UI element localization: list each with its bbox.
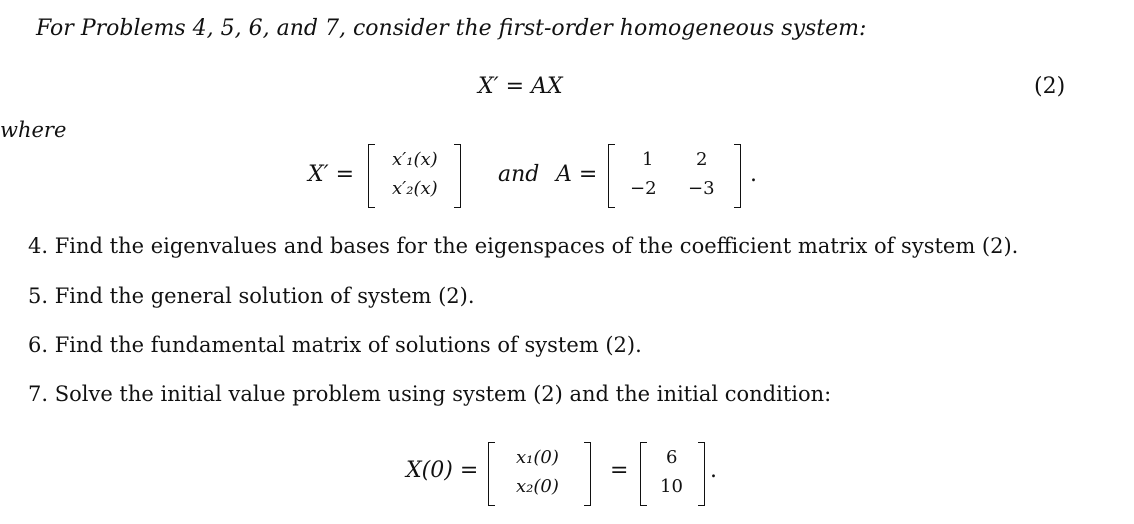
vector-entry: x′₁(x) bbox=[392, 149, 438, 170]
vector-entry: 6 bbox=[666, 447, 678, 468]
a-label: A = bbox=[556, 162, 598, 187]
and-label: and bbox=[498, 162, 540, 187]
equation-number: (2) bbox=[1034, 74, 1066, 99]
matrix-entry: 2 bbox=[696, 149, 708, 170]
problem-5: 5. Find the general solution of system (2). bbox=[28, 284, 475, 308]
right-bracket bbox=[454, 144, 461, 208]
period: . bbox=[710, 458, 717, 483]
xprime-vector bbox=[368, 144, 468, 208]
equals-sign: = bbox=[610, 458, 629, 483]
left-bracket bbox=[488, 442, 495, 506]
initial-values-vector bbox=[640, 442, 710, 506]
left-bracket bbox=[608, 144, 615, 208]
problem-6: 6. Find the fundamental matrix of solutions of system (2). bbox=[28, 333, 642, 357]
period: . bbox=[750, 162, 757, 187]
right-bracket bbox=[734, 144, 741, 208]
intro-text: For Problems 4, 5, 6, and 7, consider the first-order homogeneous system: bbox=[36, 16, 867, 41]
vector-entry: 10 bbox=[660, 476, 683, 497]
problem-4: 4. Find the eigenvalues and bases for the eigenspaces of the coefficient matrix of system (2). bbox=[28, 234, 1019, 258]
initial-vector bbox=[488, 442, 598, 506]
left-bracket bbox=[368, 144, 375, 208]
vector-entry: x₁(0) bbox=[516, 447, 559, 468]
vector-entry: x₂(0) bbox=[516, 476, 559, 497]
where-label: where bbox=[0, 118, 67, 142]
matrix-entry: 1 bbox=[642, 149, 654, 170]
left-bracket bbox=[640, 442, 647, 506]
problem-7: 7. Solve the initial value problem using system (2) and the initial condition: bbox=[28, 382, 832, 406]
right-bracket bbox=[698, 442, 705, 506]
matrix-entry: −2 bbox=[630, 178, 657, 199]
initial-lhs-label: X(0) = bbox=[406, 458, 479, 483]
xprime-label: X′ = bbox=[308, 162, 355, 187]
a-matrix bbox=[608, 144, 748, 208]
vector-entry: x′₂(x) bbox=[392, 178, 438, 199]
matrix-entry: −3 bbox=[688, 178, 715, 199]
system-equation: X′ = AX bbox=[478, 74, 563, 99]
right-bracket bbox=[584, 442, 591, 506]
